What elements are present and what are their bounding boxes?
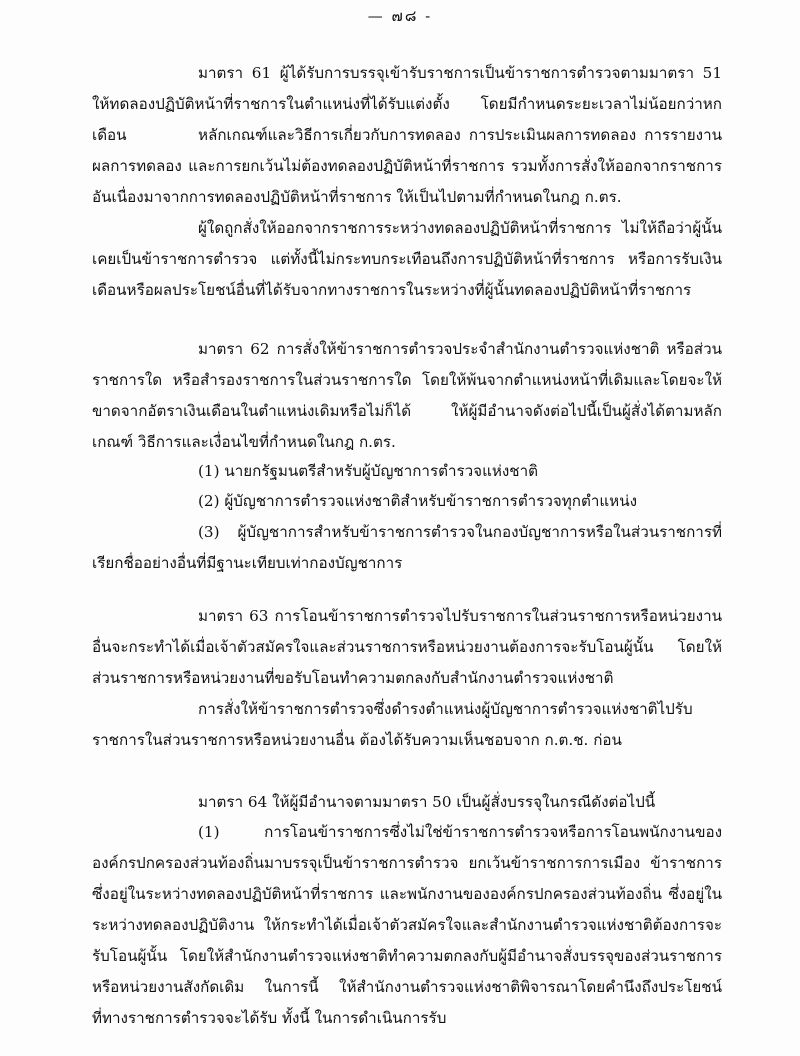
section-64-paragraph-1: มาตรา 64 ให้ผู้มีอำนาจตามมาตรา 50 เป็นผู้สั่งบรรจุในกรณีดังต่อไปนี้: [198, 793, 656, 811]
section-62-item-3: (3) ผู้บัญชาการสำหรับข้าราชการตำรวจในกองบัญชาการหรือในส่วนราชการที่เรียกชื่ออย่างอื่นที่มีฐานะเทียบเท่ากองบัญชาการ: [92, 523, 722, 572]
section-61-paragraph-2: หลักเกณฑ์และวิธีการเกี่ยวกับการทดลอง การประเมินผลการทดลอง การรายงานผลการทดลอง และการยกเว้นไม่ต้องทดลองปฏิบัติหน้าที่ราชการ รวมทั้งการสั่งให้ออกจากราชการอันเนื่องมาจากการทดลองปฏิบัติหน้าที่ราชการ ให้เป็นไปตามที่กำหนดในกฎ ก.ตร.: [92, 126, 722, 206]
section-63-paragraph-2: การสั่งให้ข้าราชการตำรวจซึ่งดำรงตำแหน่งผู้บัญชาการตำรวจแห่งชาติไปรับราชการในส่วนราชการหรือหน่วยงานอื่น ต้องได้รับความเห็นชอบจาก ก.ต.ช. ก่อน: [92, 700, 693, 749]
section-61-paragraph-1: มาตรา 61 ผู้ได้รับการบรรจุเข้ารับราชการเป็นข้าราชการตำรวจตามมาตรา 51 ให้ทดลองปฏิบัติหน้าที่ราชการในตำแหน่งที่ได้รับแต่งตั้ง โดยมีกำหนดระยะเวลาไม่น้อยกว่าหกเดือน: [92, 64, 722, 144]
section-64-paragraph-2: (1) การโอนข้าราชการซึ่งไม่ใช่ข้าราชการตำรวจหรือการโอนพนักงานขององค์กรปกครองส่วนท้องถิ่นมาบรรจุเป็นข้าราชการตำรวจ ยกเว้นข้าราชการการเมือง ข้าราชการซึ่งอยู่ในระหว่างทดลองปฏิบัติหน้าที่ราชการ และพนักงานขององค์กรปกครองส่วนท้องถิ่น ซึ่งอยู่ในระหว่างทดลองปฏิบัติงาน ให้กระทำได้เมื่อเจ้าตัวสมัครใจและสำนักงานตำรวจแห่งชาติต้องการจะรับโอนผู้นั้น โดยให้สำนักงานตำรวจแห่งชาติทำความตกลงกับผู้มีอำนาจสั่งบรรจุของส่วนราชการหรือหน่วยงานสังกัดเดิม ในการนี้ ให้สำนักงานตำรวจแห่งชาติพิจารณาโดยคำนึงถึงประโยชน์ที่ทางราชการตำรวจจะได้รับ ทั้งนี้ ในการดำเนินการรับ: [92, 823, 722, 1027]
section-62-item-2: (2) ผู้บัญชาการตำรวจแห่งชาติสำหรับข้าราชการตำรวจทุกตำแหน่ง: [198, 492, 637, 510]
section-61-paragraph-3: ผู้ใดถูกสั่งให้ออกจากราชการระหว่างทดลองปฏิบัติหน้าที่ราชการ ไม่ให้ถือว่าผู้นั้นเคยเป็นข้าราชการตำรวจ แต่ทั้งนี้ไม่กระทบกระเทือนถึงการปฏิบัติหน้าที่ราชการ หรือการรับเงินเดือนหรือผลประโยชน์อื่นที่ได้รับจากทางราชการในระหว่างที่ผู้นั้นทดลองปฏิบัติหน้าที่ราชการ: [92, 219, 722, 299]
page-number: — ๗๘ -: [367, 7, 433, 25]
section-62-item-1: (1) นายกรัฐมนตรีสำหรับผู้บัญชาการตำรวจแห่งชาติ: [198, 462, 538, 480]
section-63-paragraph-1: มาตรา 63 การโอนข้าราชการตำรวจไปรับราชการในส่วนราชการหรือหน่วยงานอื่นจะกระทำได้เมื่อเจ้าตัวสมัครใจและส่วนราชการหรือหน่วยงานต้องการจะรับโอนผู้นั้น โดยให้ส่วนราชการหรือหน่วยงานที่ขอรับโอนทำความตกลงกับสำนักงานตำรวจแห่งชาติ: [92, 607, 722, 687]
section-62-paragraph-1: มาตรา 62 การสั่งให้ข้าราชการตำรวจประจำสำนักงานตำรวจแห่งชาติ หรือส่วนราชการใด หรือสำรองราชการในส่วนราชการใด โดยให้พ้นจากตำแหน่งหน้าที่เดิมและโดยจะให้ขาดจากอัตราเงินเดือนในตำแหน่งเดิมหรือไม่ก็ได้ ให้ผู้มีอำนาจดังต่อไปนี้เป็นผู้สั่งได้ตามหลักเกณฑ์ วิธีการและเงื่อนไขที่กำหนดในกฎ ก.ตร.: [92, 340, 722, 451]
